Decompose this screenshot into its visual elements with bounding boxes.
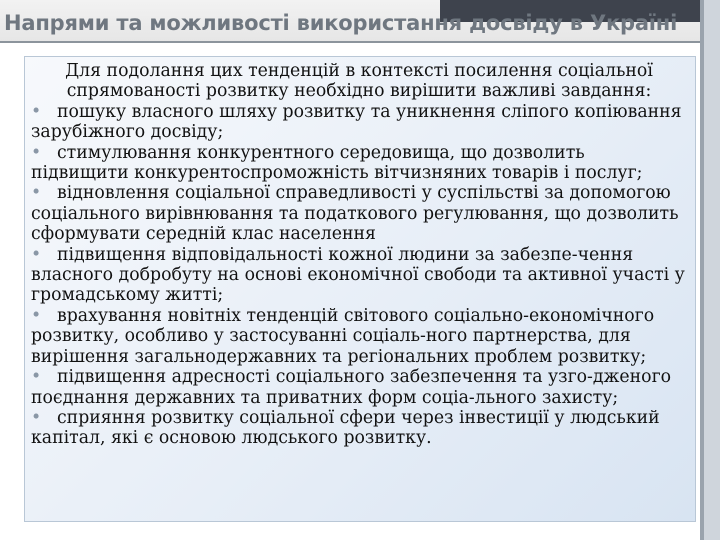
list-item-text: підвищення адресності соціального забезпечення та узго-дженого поєднання державних та приватних форм соціа-льного захисту; [31, 367, 672, 408]
slide-title: Напрями та можливості використання досвіду в Україні [4, 11, 678, 35]
bullet-icon: • [31, 305, 42, 326]
bullet-icon: • [31, 142, 42, 163]
list-item [31, 102, 687, 143]
task-list [31, 102, 687, 449]
list-item [31, 306, 687, 367]
bullet-icon: • [31, 183, 42, 204]
list-item [31, 367, 687, 408]
list-item [31, 408, 687, 449]
list-item [31, 183, 687, 244]
bullet-icon: • [31, 407, 42, 428]
list-item [31, 245, 687, 306]
title-underline [0, 41, 700, 43]
list-item [31, 143, 687, 184]
right-edge-stripe [704, 0, 720, 540]
bullet-icon: • [31, 367, 42, 388]
list-item-text: сприяння розвитку соціальної сфери через інвестиції у людський капітал, які є основою людського розвитку. [31, 407, 660, 449]
list-item-text: підвищення відповідальності кожної людини за забезпе-чення власного добробуту на основі економічної свободи та активної участі у громадському житті; [31, 244, 685, 306]
list-item-text: відновлення соціальної справедливості у суспільстві за допомогою соціального вирівнювання та податкового регулювання, що дозволить сформувати середній клас населення [31, 183, 679, 245]
content-box [24, 56, 696, 522]
bullet-icon: • [31, 101, 42, 122]
intro-text: Для подолання цих тенденцій в контексті посилення соціальної спрямованості розвитку необхідно вирішити важливі завдання: [65, 61, 653, 102]
list-item-text: стимулювання конкурентного середовища, що дозволить підвищити конкурентоспроможність вітчизняних товарів і послуг; [31, 142, 643, 184]
list-item-text: врахування новітніх тенденцій світового соціально-економічного розвитку, особливо у застосуванні соціаль-ного партнерства, для вирішення загальнодержавних та регіональних проблем розвитку; [31, 305, 655, 367]
list-item-text: пошуку власного шляху розвитку та уникнення сліпого копіювання зарубіжного досвіду; [31, 101, 682, 143]
bullet-icon: • [31, 244, 42, 265]
